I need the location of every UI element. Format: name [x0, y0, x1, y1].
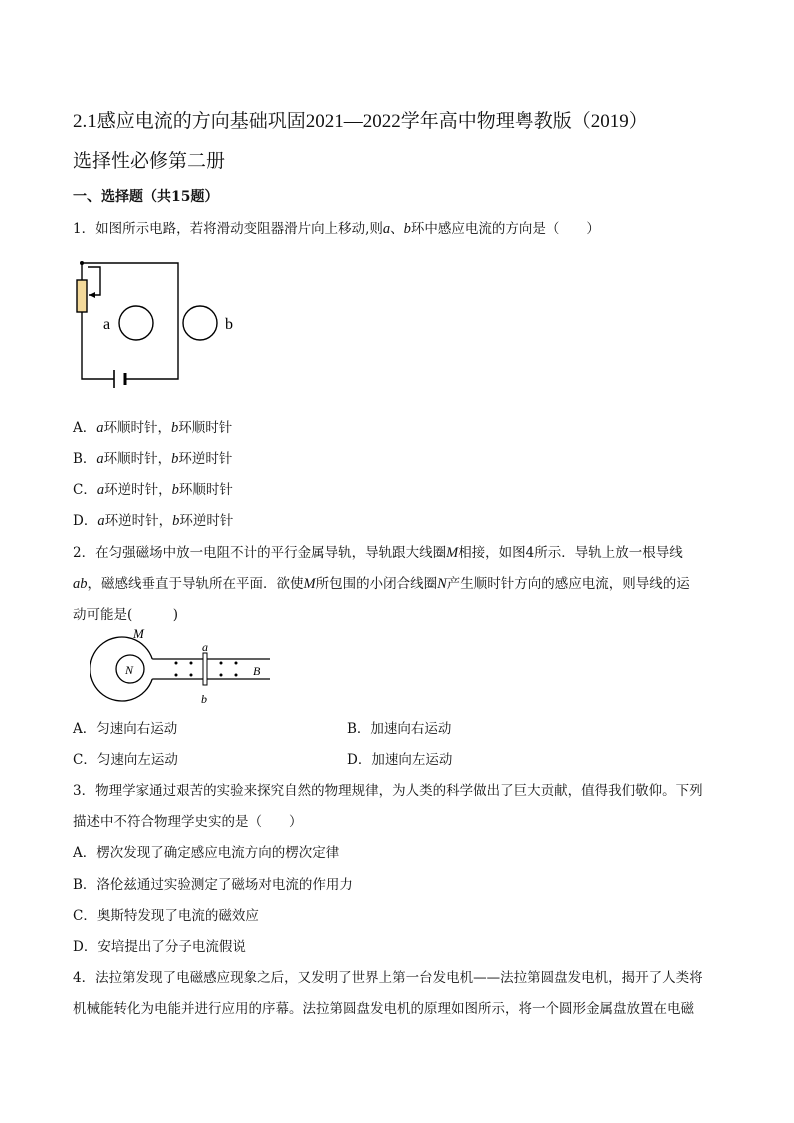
option-key: A．	[73, 845, 97, 861]
q2-var-m: M	[303, 576, 316, 592]
option-var: a	[97, 513, 105, 529]
option-key: D．	[347, 752, 372, 768]
figure-label-b: b	[201, 692, 207, 706]
question-4-line2: 机械能转化为电能并进行应用的序幕。法拉第圆盘发电机的原理如图所示，将一个圆形金属盘放置在电磁	[73, 1001, 694, 1017]
q2-option-a[interactable]	[73, 717, 177, 737]
option-text: 加速向右运动	[370, 721, 452, 737]
q3-option-a[interactable]	[73, 841, 339, 861]
option-text: 匀速向左运动	[96, 752, 178, 768]
option-key: C．	[73, 752, 97, 768]
option-text: 环顺时针	[178, 420, 233, 436]
option-key: C．	[73, 482, 97, 498]
q3-option-c[interactable]	[73, 904, 259, 924]
junction-dot-icon	[80, 261, 84, 265]
option-text: 环顺时针	[178, 482, 233, 498]
option-text: 环逆时针	[178, 451, 233, 467]
q3-option-b[interactable]	[73, 873, 353, 893]
q3-option-d[interactable]	[73, 935, 246, 955]
option-text: 环逆时针	[179, 513, 234, 529]
q1-option-c[interactable]	[73, 478, 233, 499]
figure-label-a: a	[103, 316, 111, 333]
option-text: 环逆时针，	[104, 482, 172, 498]
section-heading: 一、选择题（共15题）	[73, 189, 219, 205]
q2-var-ab: ab	[73, 576, 88, 592]
q1-option-d[interactable]	[73, 509, 233, 530]
conductor-ab-icon	[203, 653, 207, 685]
slider-arrow-icon	[89, 292, 95, 298]
option-var: b	[171, 451, 179, 467]
option-text: 洛伦兹通过实验测定了磁场对电流的作用力	[96, 877, 353, 893]
q1-option-a[interactable]	[73, 416, 232, 437]
option-var: a	[96, 482, 105, 498]
q2-var-m: M	[446, 545, 459, 561]
q1-stem-text: 1．如图所示电路，若将滑动变阻器滑片向上移动,则	[73, 221, 383, 237]
rheostat-slider-wire	[88, 267, 100, 295]
figure-label-m: M	[133, 626, 144, 641]
coil-m-icon	[90, 637, 152, 701]
rheostat-icon	[77, 280, 87, 312]
option-text: 安培提出了分子电流假说	[97, 939, 246, 955]
option-text: 奥斯特发现了电流的磁效应	[96, 908, 259, 924]
figure-label-b: b	[225, 316, 233, 333]
q1-circuit-figure	[70, 245, 250, 400]
question-4-line1: 4．法拉第发现了电磁感应现象之后，又发明了世界上第一台发电机——法拉第圆盘发电机，揭开了人类将	[73, 970, 703, 986]
question-2-line2	[73, 572, 690, 593]
option-key: A．	[73, 420, 97, 436]
option-key: B．	[73, 451, 97, 467]
option-key: D．	[73, 513, 98, 529]
figure-label-a: a	[202, 640, 208, 654]
question-2-line3: 动可能是( )	[73, 607, 179, 623]
ring-a-icon	[119, 306, 153, 340]
option-text: 环顺时针，	[103, 451, 172, 467]
q1-stem-var-b: b	[403, 221, 411, 237]
q2-var-n: N	[437, 576, 447, 592]
option-key: C．	[73, 908, 97, 924]
figure-label-n: N	[125, 663, 134, 677]
option-var: b	[172, 513, 180, 529]
figure-label-field-b: B	[253, 664, 261, 678]
q2-text: 所包围的小闭合线圈	[315, 576, 438, 592]
option-key: B．	[347, 721, 371, 737]
q2-text: 相接，如图4所示．导轨上放一根导线	[458, 545, 683, 561]
option-key: A．	[73, 721, 97, 737]
option-var: a	[96, 451, 104, 467]
question-3-line2: 描述中不符合物理学史实的是（ ）	[73, 814, 303, 830]
q2-text: ，磁感线垂直于导轨所在平面．欲使	[87, 576, 304, 592]
document-title-line2: 选择性必修第二册	[73, 151, 226, 172]
q2-option-c[interactable]	[73, 748, 178, 768]
option-key: D．	[73, 939, 98, 955]
q2-text: 2．在匀强磁场中放一电阻不计的平行金属导轨，导轨跟大线圈	[73, 545, 447, 561]
option-text: 加速向左运动	[371, 752, 453, 768]
q1-option-b[interactable]	[73, 447, 232, 468]
question-1-stem	[73, 217, 600, 238]
q2-option-d[interactable]	[347, 748, 452, 768]
circuit-wire-right	[82, 263, 178, 379]
option-key: B．	[73, 877, 97, 893]
question-3-line1: 3．物理学家通过艰苦的实验来探究自然的物理规律，为人类的科学做出了巨大贡献，值得我们敬仰。下列	[73, 783, 703, 799]
q1-stem-tail: 环中感应电流的方向是（ ）	[410, 221, 600, 237]
option-text: 环顺时针，	[103, 420, 171, 436]
option-var: a	[96, 420, 104, 436]
option-text: 楞次发现了确定感应电流方向的楞次定律	[96, 845, 340, 861]
q1-stem-var-a: a	[382, 221, 391, 237]
q2-coil-rail-figure	[90, 625, 280, 710]
option-var: b	[171, 482, 179, 498]
q2-text: 产生顺时针方向的感应电流，则导线的运	[446, 576, 690, 592]
document-title-line1: 2.1感应电流的方向基础巩固2021—2022学年高中物理粤教版（2019）	[73, 111, 648, 132]
option-text: 环逆时针，	[104, 513, 173, 529]
option-text: 匀速向右运动	[96, 721, 178, 737]
q1-stem-sep: 、	[390, 221, 404, 237]
ring-b-icon	[183, 306, 217, 340]
q2-option-b[interactable]	[347, 717, 451, 737]
question-2-line1	[73, 541, 683, 562]
option-var: b	[171, 420, 179, 436]
